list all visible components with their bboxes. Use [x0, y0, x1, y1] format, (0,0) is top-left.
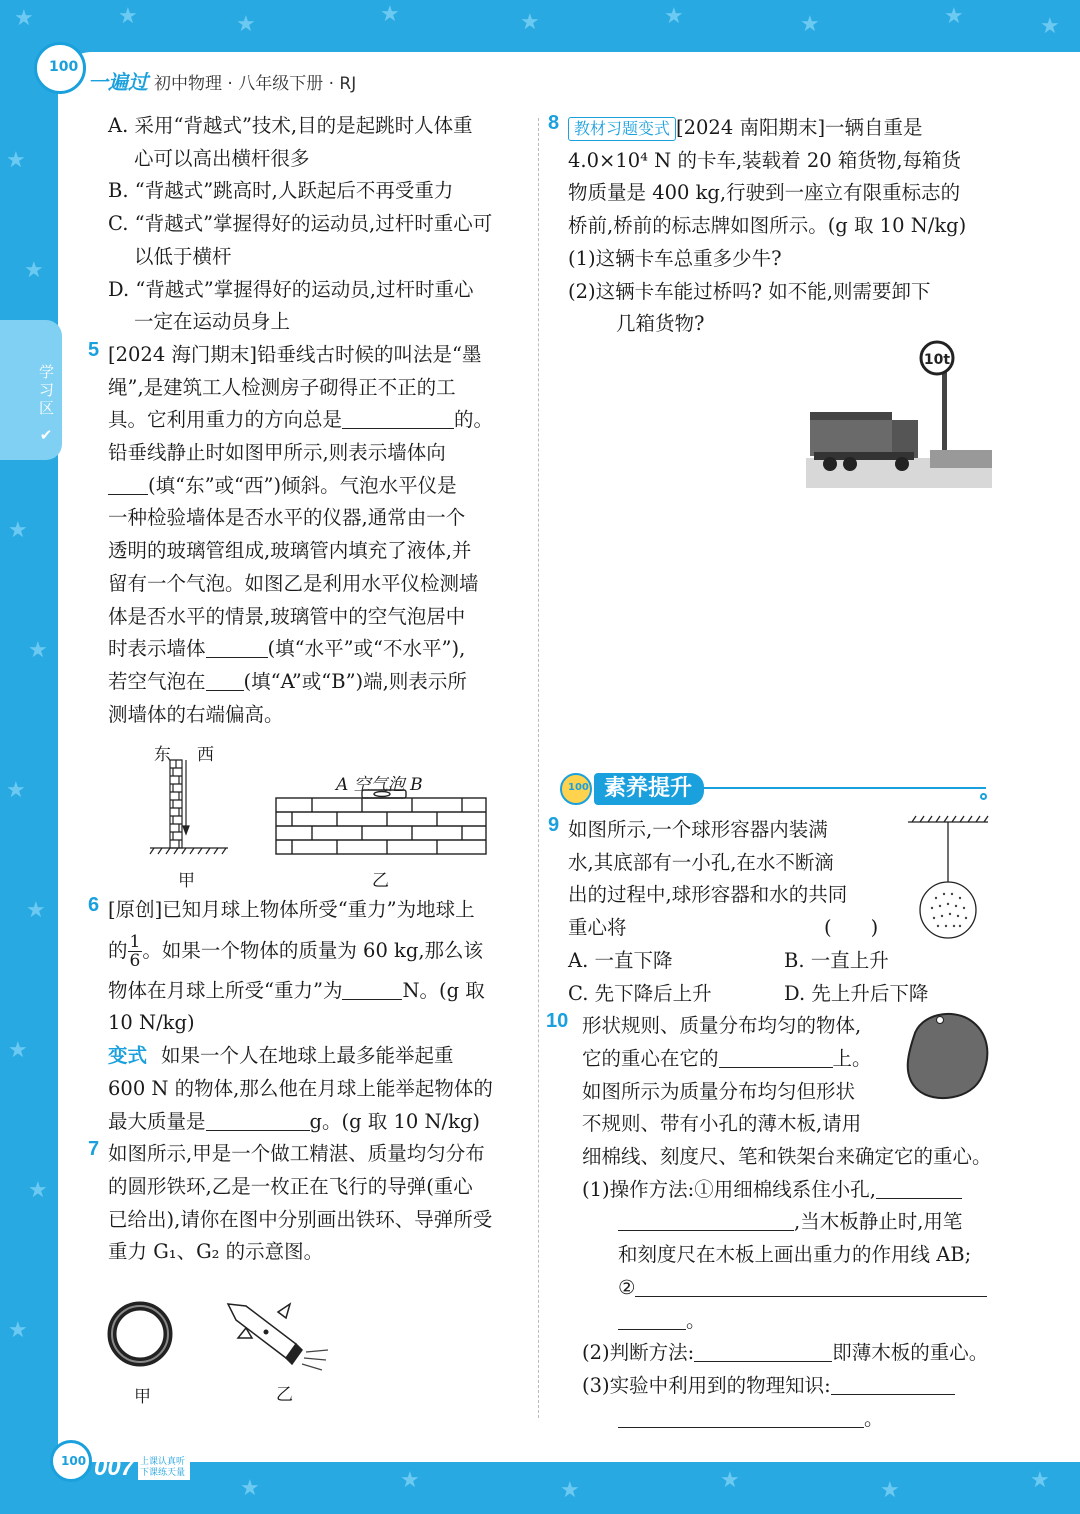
q10-blank-step1[interactable] [876, 1175, 962, 1199]
q9-option-c[interactable]: C. 先下降后上升 [568, 981, 712, 1005]
q6-blank-max-mass[interactable] [206, 1107, 310, 1131]
q10-line: 不规则、带有小孔的薄木板,请用 [582, 1112, 862, 1136]
q5-line: (填“东”或“西”)倾斜。气泡水平仪是 [108, 470, 532, 503]
q5-line: 测墙体的右端偏高。 [108, 702, 284, 726]
q7-line: 重力 G₁、G₂ 的示意图。 [108, 1240, 324, 1264]
q8-line: 8 教材习题变式 [2024 南阳期末]一辆自重是 [548, 112, 923, 139]
q8-line: 4.0×10⁴ N 的卡车,装载着 20 箱货物,每箱货 [568, 148, 962, 172]
q5-line: 具。它利用重力的方向总是 的。 [108, 404, 532, 437]
q10-blank-judge[interactable] [694, 1338, 832, 1362]
q8-line: 物质量是 400 kg,行驶到一座立有限重标志的 [568, 181, 961, 205]
q9-answer-paren[interactable]: ( ) [824, 916, 879, 940]
q9-option-b[interactable]: B. 一直上升 [784, 948, 889, 972]
q6-line: 6 [原创]已知月球上物体所受“重力”为地球上 [88, 894, 475, 921]
q6-line: 物体在月球上所受“重力”为 N。(g 取 [108, 975, 532, 1008]
q4-option-a: A. 采用“背越式”技术,目的是起跳时人体重 [108, 114, 473, 137]
q8-subquestion-1: (1)这辆卡车总重多少牛? [568, 246, 782, 270]
q10-line: 如图所示为质量分布均匀但形状 [582, 1079, 856, 1103]
q5-blank-direction[interactable] [342, 405, 454, 429]
header-brand: 一遍过 初中物理 · 八年级下册 · RJ [88, 70, 357, 94]
q5-line: 铅垂线静止时如图甲所示,则表示墙体向 [108, 441, 446, 465]
q7-number: 7 [88, 1138, 100, 1161]
q5-line: 体是否水平的情景,玻璃管中的空气泡居中 [108, 604, 466, 628]
q10-sub3: (3)实验中利用到的物理知识: [568, 1370, 992, 1403]
q9-line: 重心将 ( ) [568, 912, 992, 945]
q6-variant-line: 最大质量是 g。(g 取 10 N/kg) [108, 1106, 532, 1139]
q5-line: 绳”,是建筑工人检测房子砌得正不正的工 [108, 375, 456, 399]
left-column-lower [88, 894, 532, 1269]
q8-subquestion-2: (2)这辆卡车能过桥吗? 如不能,则需要卸下 [568, 279, 931, 303]
fraction-one-sixth: $\frac{1}{6}$ [129, 931, 141, 971]
q6-variant-line: 变式 如果一个人在地球上最多能举起重 [108, 1044, 454, 1068]
q6-line: 10 N/kg) [108, 1011, 195, 1035]
q6-number: 6 [88, 894, 100, 916]
q4-option-d-cont: 一定在运动员身上 [134, 310, 291, 334]
mascot-logo: 100 [34, 42, 86, 94]
q6-variant-line: 600 N 的物体,那么他在月球上能举起物体的 [108, 1076, 493, 1100]
q5-blank-tilt[interactable] [108, 471, 148, 495]
section-rule-end [980, 793, 987, 800]
q9-number: 9 [548, 814, 560, 836]
fig-west-label: 西 [197, 745, 214, 765]
variant-label: 变式 [108, 1044, 148, 1068]
q7-line: 的圆形铁环,乙是一枚正在飞行的导弹(重心 [108, 1174, 473, 1198]
q10-sub3-cont: 。 [568, 1403, 992, 1436]
section-title: 素养提升 [594, 773, 704, 805]
missile-figure[interactable] [222, 1298, 334, 1374]
textbook-variant-tag: 教材习题变式 [568, 117, 676, 141]
q10-sub1-step2-cont: 。 [568, 1305, 992, 1338]
side-tab-study-area[interactable]: 学习区 ✔ [0, 320, 62, 460]
q5-line: 若空气泡在 (填“A”或“B”)端,则表示所 [108, 666, 532, 699]
q10-line: 10 形状规则、质量分布均匀的物体, [546, 1010, 862, 1038]
q10-number: 10 [546, 1010, 569, 1033]
q9-options-row-1 [568, 945, 992, 978]
brick-wall-figure [272, 788, 492, 858]
q5-line: 一种检验墙体是否水平的仪器,通常由一个 [108, 506, 466, 530]
q10-sub1-cont: 和刻度尺在木板上画出重力的作用线 AB; [618, 1243, 972, 1267]
q5-line: 时表示墙体 (填“水平”或“不水平”), [108, 633, 532, 666]
q10-line: 细棉线、刻度尺、笔和铁架台来确定它的重心。 [582, 1145, 992, 1169]
q9-line: 水,其底部有一小孔,在水不断滴 [568, 850, 834, 874]
q4-option-c-cont: 以低于横杆 [134, 244, 232, 268]
q4-option-d: D. “背越式”掌握得好的运动员,过杆时重心 [108, 277, 474, 301]
q4-option-a-cont: 心可以高出横杆很多 [134, 146, 310, 170]
fig-caption-jia: 甲 [178, 871, 195, 891]
q10-blank-step2[interactable] [635, 1273, 987, 1297]
fig-east-label: 东 [154, 745, 171, 765]
q7-caption-yi: 乙 [276, 1385, 293, 1405]
q5-blank-level[interactable] [206, 634, 268, 658]
footer-mascot: 100 [50, 1440, 92, 1482]
q7-caption-jia: 甲 [134, 1387, 151, 1407]
q9-option-d[interactable]: D. 先上升后下降 [784, 981, 929, 1005]
q10-blank-step2b[interactable] [618, 1306, 686, 1330]
column-divider [538, 118, 539, 1418]
q10-sub2: (2)判断方法: 即薄木板的重心。 [568, 1337, 992, 1370]
q4-option-c: C. “背越式”掌握得好的运动员,过杆时重心可 [108, 212, 493, 236]
q9-line: 9 如图所示,一个球形容器内装满 [548, 814, 828, 841]
fig-bubble-label: A 空气泡 B [336, 775, 423, 795]
q5-line: 透明的玻璃管组成,玻璃管内填充了液体,并 [108, 539, 472, 563]
right-column [548, 112, 992, 341]
q7-line: 已给出),请你在图中分别画出铁环、导弹所受 [108, 1207, 493, 1231]
irregular-board-figure [900, 1006, 992, 1106]
q10-sub1: (1)操作方法:①用细棉线系住小孔, [568, 1174, 992, 1207]
q10-blank-knowledge-b[interactable] [618, 1404, 864, 1428]
q8-number: 8 [548, 112, 560, 134]
q8-subquestion-2-cont: 几箱货物? [616, 312, 705, 336]
hanging-sphere-figure [906, 812, 990, 944]
q5-blank-end[interactable] [206, 667, 244, 691]
q8-line: 桥前,桥前的标志牌如图所示。(g 取 10 N/kg) [568, 214, 967, 238]
weight-limit-sign: 10t [923, 352, 951, 368]
q5-number: 5 [88, 338, 100, 361]
q10-blank-center[interactable] [719, 1044, 833, 1068]
q7-line: 7 如图所示,甲是一个做工精湛、质量均匀分布 [88, 1138, 485, 1166]
q5-line: 5 [2024 海门期末]铅垂线古时候的叫法是“墨 [88, 338, 482, 366]
q10-blank-step1b[interactable] [618, 1207, 794, 1231]
q6-blank-moon-weight[interactable] [342, 976, 402, 1000]
fig-caption-yi: 乙 [372, 871, 389, 891]
q10-blank-knowledge[interactable] [831, 1371, 955, 1395]
q9-option-a[interactable]: A. 一直下降 [568, 948, 673, 972]
footer-motto: 上课认真听 下课练天量 [138, 1456, 190, 1480]
q4-option-b: B. “背越式”跳高时,人跃起后不再受重力 [108, 179, 454, 203]
section-icon: 100 [560, 773, 592, 805]
left-column [88, 110, 532, 731]
q6-line: 的 $\frac{1}{6}$ 。如果一个物体的质量为 60 kg,那么该 [108, 931, 484, 971]
q10-sub1-step2: ② [568, 1272, 992, 1305]
iron-ring-figure[interactable] [104, 1300, 178, 1370]
q10-sub1-cont: ,当木板静止时,用笔 [568, 1206, 992, 1239]
q9-line: 出的过程中,球形容器和水的共同 [568, 883, 848, 907]
section-rule [700, 787, 986, 789]
page-number: 007 [94, 1454, 135, 1481]
truck-bridge-photo [806, 340, 992, 488]
q5-line: 留有一个气泡。如图乙是利用水平仪检测墙 [108, 571, 479, 595]
q10-line: 它的重心在它的 上。 [568, 1043, 992, 1076]
plumb-wall-figure [148, 756, 238, 856]
